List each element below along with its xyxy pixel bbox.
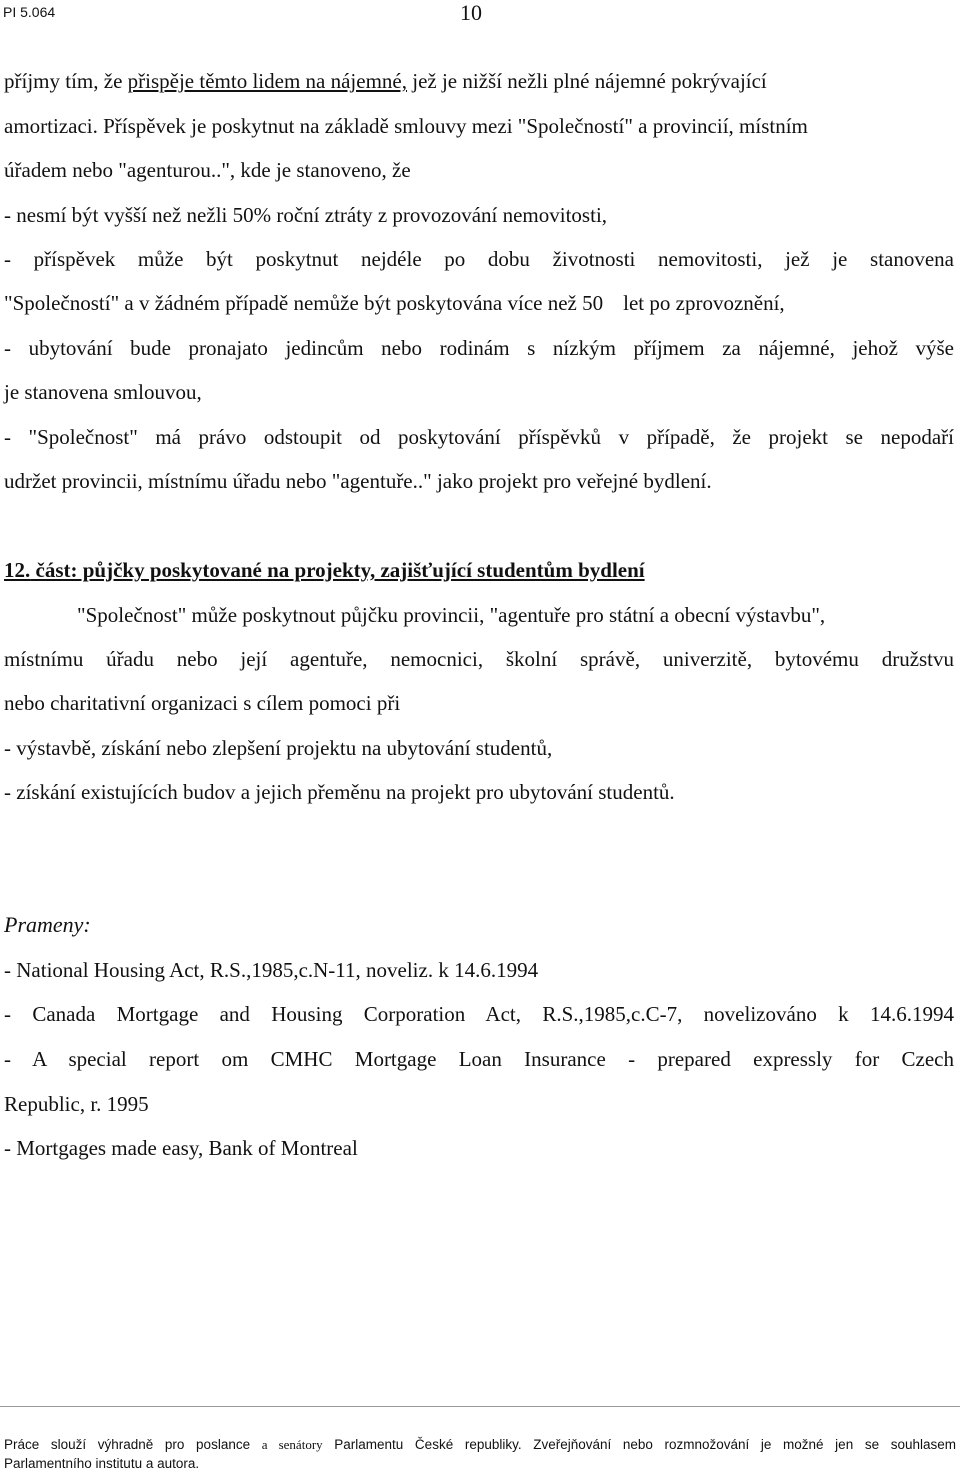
source-item-3: - A special report om CMHC Mortgage Loan Insurance - prepared expressly for Czech bbox=[4, 1047, 954, 1071]
body-line-4: - nesmí být vyšší než nežli 50% roční ztráty z provozování nemovitosti, bbox=[4, 203, 608, 227]
body-line-8: je stanovena smlouvou, bbox=[4, 380, 202, 404]
text-run: místnímu úřadu nebo její agentuře, nemocnici, školní správě, univerzitě, bbox=[4, 647, 753, 671]
text-run: 14.6.1994 bbox=[870, 1002, 954, 1026]
source-item-2 bbox=[4, 1001, 954, 1027]
section-paragraph-1: "Společnost" může poskytnout půjčku provincii, "agentuře pro státní a obecní výstavbu", bbox=[77, 603, 826, 627]
text-run: - Canada Mortgage and Housing Corporation Act, R.S.,1985,c.C-7, novelizováno k bbox=[4, 1002, 849, 1026]
text-run: jež je nižší nežli plné nájemné pokrývající bbox=[406, 69, 767, 93]
text-run: příjmy tím, že bbox=[4, 69, 128, 93]
text-run: jehož výše bbox=[852, 336, 954, 360]
text-run: "Společností" a v žádném případě nemůže být poskytována více než 50 bbox=[4, 291, 604, 315]
body-line-6 bbox=[4, 290, 785, 316]
text-run: let po zprovoznění, bbox=[623, 291, 785, 315]
body-line-5 bbox=[4, 246, 954, 272]
source-item-4: - Mortgages made easy, Bank of Montreal bbox=[4, 1136, 358, 1160]
underlined-text: přispěje těmto lidem na nájemné, bbox=[127, 69, 407, 93]
body-line-9 bbox=[4, 424, 954, 450]
text-run: bytovému družstvu bbox=[774, 647, 955, 671]
body-line-10: udržet provincii, místnímu úřadu nebo "agentuře.." jako projekt pro veřejné bydlení. bbox=[4, 469, 712, 493]
section-list-item-2: - získání existujících budov a jejich přeměnu na projekt pro ubytování studentů. bbox=[4, 780, 675, 804]
body-line-3: úřadem nebo "agenturou..", kde je stanoveno, že bbox=[4, 158, 411, 182]
text-run: - příspěvek může být poskytnut nejdéle po dobu životnosti nemovitosti, jež je bbox=[4, 247, 848, 271]
source-item-1: - National Housing Act, R.S.,1985,c.N-11, noveliz. k 14.6.1994 bbox=[4, 958, 539, 982]
body-line-1 bbox=[4, 68, 767, 94]
section-paragraph-2 bbox=[4, 646, 954, 672]
sources-title: Prameny: bbox=[4, 912, 91, 937]
text-run: - "Společnost" má právo odstoupit od poskytování příspěvků v případě, že projekt se bbox=[4, 425, 863, 449]
section-number: 12. bbox=[4, 558, 31, 582]
body-line-7 bbox=[4, 335, 954, 361]
section-list-item-1: - výstavbě, získání nebo zlepšení projektu na ubytování studentů, bbox=[4, 736, 553, 760]
text-run: Parlamentu České republiky. Zveřejňování nebo rozmnožování je možné jen se souhlasem bbox=[334, 1437, 956, 1452]
footer-line-1 bbox=[4, 1436, 956, 1453]
source-item-3-cont: Republic, r. 1995 bbox=[4, 1092, 149, 1116]
document-id: PI 5.064 bbox=[3, 4, 56, 20]
footer-divider bbox=[0, 1406, 960, 1407]
section-heading bbox=[4, 557, 645, 583]
text-run: nepodaří bbox=[880, 425, 955, 449]
section-title: část: půjčky poskytované na projekty, zajišťující studentům bydlení bbox=[35, 558, 645, 582]
text-run: - ubytování bude pronajato jedincům nebo rodinám s nízkým příjmem za nájemné, bbox=[4, 336, 835, 360]
text-run: stanovena bbox=[870, 247, 955, 271]
page-number: 10 bbox=[460, 0, 482, 25]
body-line-2: amortizaci. Příspěvek je poskytnut na základě smlouvy mezi "Společností" a provincií, místním bbox=[4, 114, 808, 138]
text-run: Práce slouží výhradně pro poslance bbox=[4, 1437, 251, 1452]
footer-line-2: Parlamentního institutu a autora. bbox=[4, 1456, 200, 1471]
section-paragraph-3: nebo charitativní organizaci s cílem pomoci při bbox=[4, 691, 401, 715]
text-run: a senátory bbox=[261, 1437, 323, 1452]
